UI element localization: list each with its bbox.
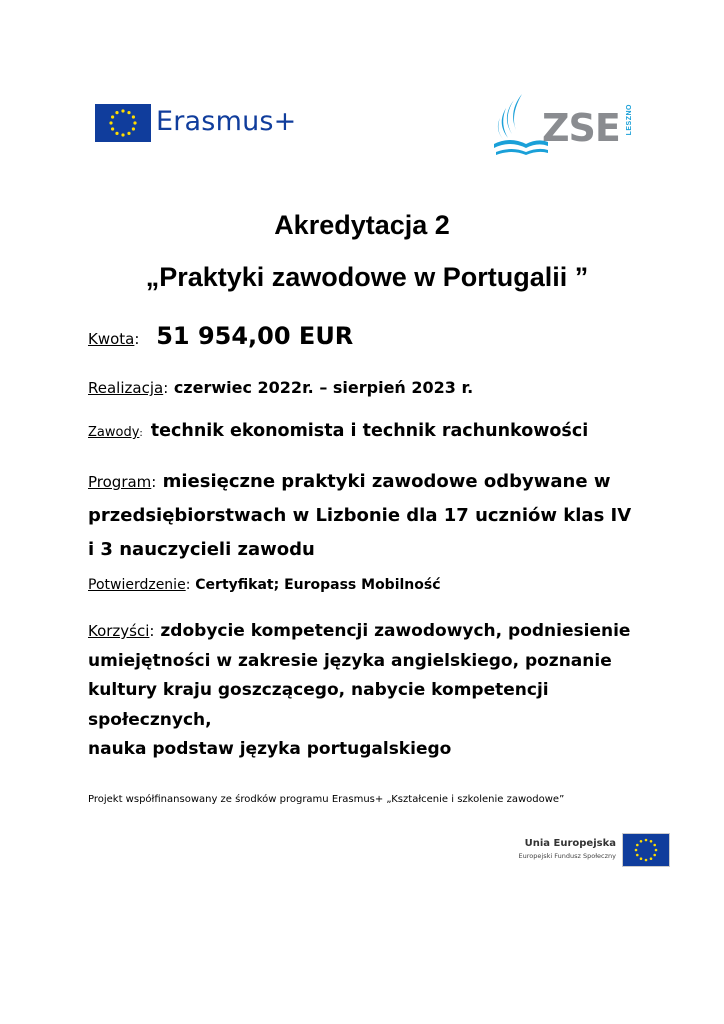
professions-value: technik ekonomista i technik rachunkowości	[150, 421, 589, 441]
benefits-colon: :	[149, 622, 155, 640]
program-row	[88, 465, 648, 567]
eu-flag-small-icon	[622, 833, 670, 867]
eu-fund-text: Europejski Fundusz Społeczny	[518, 852, 616, 860]
erasmus-plus-logo	[95, 104, 297, 142]
amount-value: 51 954,00 EUR	[156, 322, 354, 350]
eu-esf-logo	[500, 833, 672, 869]
benefits-row	[88, 617, 648, 765]
zse-school-logo	[492, 90, 652, 160]
realization-value: czerwiec 2022r. – sierpień 2023 r.	[168, 378, 474, 397]
professions-label: Zawody	[88, 425, 140, 440]
program-value-line-2: przedsiębiorstwach w Lizbonie dla 17 uczniów klas IV	[88, 505, 632, 526]
program-label: Program	[88, 473, 152, 491]
amount-row	[88, 322, 648, 350]
eu-flag-icon	[95, 104, 151, 142]
confirmation-label: Potwierdzenie	[88, 577, 186, 593]
realization-colon: :	[163, 379, 169, 397]
amount-label: Kwota	[88, 330, 135, 348]
benefits-value-line-2: umiejętności w zakresie języka angielskiego, poznanie	[88, 650, 612, 671]
eu-name-text: Unia Europejska	[524, 838, 616, 849]
confirmation-value: Certyfikat; Europass Mobilność	[190, 577, 441, 593]
confirmation-colon: :	[185, 577, 191, 593]
program-value-line-3: i 3 nauczycieli zawodu	[88, 539, 315, 560]
professions-colon: :	[139, 428, 143, 439]
erasmus-logo-text: Erasmus+	[156, 106, 297, 137]
professions-row	[88, 421, 648, 441]
program-value-line-1: miesięczne praktyki zawodowe odbywane w	[156, 471, 611, 492]
realization-label: Realizacja	[88, 379, 164, 397]
program-colon: :	[151, 473, 157, 491]
cofinancing-note: Projekt współfinansowany ze środków programu Erasmus+ „Kształcenie i szkolenie zawodowe”	[88, 794, 565, 805]
amount-colon: :	[134, 330, 140, 348]
benefits-value-line-3: kultury kraju goszczącego, nabycie kompetencji społecznych,	[88, 680, 549, 730]
title-line-1: Akredytacja 2	[274, 210, 450, 240]
zse-logo-city: LESZNO	[626, 104, 633, 136]
title-line-2: „Praktyki zawodowe w Portugalii ”	[145, 262, 589, 292]
confirmation-row	[88, 577, 648, 593]
realization-row	[88, 378, 648, 397]
zse-logo-text: ZSE	[542, 106, 620, 150]
benefits-value-line-1: zdobycie kompetencji zawodowych, podniesienie	[154, 621, 631, 641]
benefits-label: Korzyści	[88, 622, 150, 640]
benefits-value-line-4: nauka podstaw języka portugalskiego	[88, 739, 452, 759]
